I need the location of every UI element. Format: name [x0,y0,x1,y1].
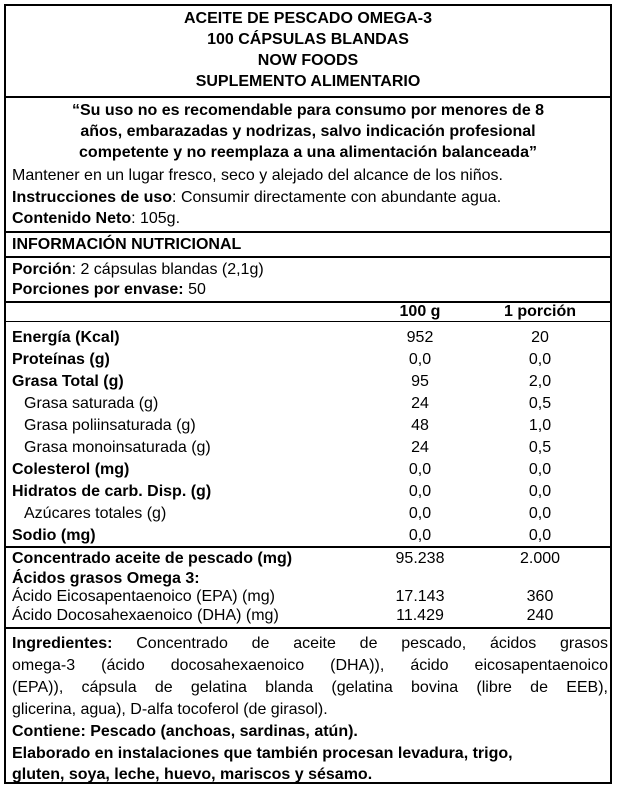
nutrient-name: Azúcares totales (g) [24,505,167,522]
column-header-100g: 100 g [399,303,441,320]
nutrient-value-serving: 0,0 [528,483,552,500]
ingredients-label: Ingredientes: [12,635,113,652]
nutrient-value-serving: 0,0 [528,527,552,544]
nutrient-value-100g: 24 [411,439,429,456]
ingredients-section [6,629,610,782]
brand-name: NOW FOODS [257,52,359,69]
concentrate-name: Concentrado aceite de pescado (mg) [12,550,293,567]
nutrient-value-100g: 0,0 [408,527,432,544]
nutrient-rows-section [6,322,610,548]
dha-value-100g: 11.429 [396,607,444,624]
omega-title: Ácidos grasos Omega 3: [12,570,200,587]
nutrient-value-serving: 0,5 [528,395,552,412]
storage-instructions: Mantener en un lugar fresco, seco y alejado del alcance de los niños. [12,167,503,184]
nutrient-value-serving: 0,0 [528,351,552,368]
nutrient-row [6,327,610,348]
usage-text: : Consumir directamente con abundante agua. [172,189,502,206]
column-header-serving: 1 porción [503,303,576,320]
nutrient-value-100g: 0,0 [408,483,432,500]
nutrient-name: Colesterol (mg) [12,461,130,478]
nutrient-row [6,525,610,546]
nutrient-value-100g: 952 [406,329,434,346]
nutrient-value-100g: 0,0 [408,505,432,522]
net-content [12,209,608,229]
nutrient-name: Proteínas (g) [12,351,110,368]
nutrient-value-100g: 95 [411,373,429,390]
nutrient-row [6,393,610,414]
nutrient-row [6,415,610,436]
product-name: ACEITE DE PESCADO OMEGA-3 [183,10,433,27]
dha-value-serving: 240 [526,607,554,624]
fish-oil-section [6,548,610,629]
warning-line-2: años, embarazadas y nodrizas, salvo indicación profesional [80,123,536,140]
nutrient-name: Grasa saturada (g) [24,395,159,412]
nutrient-value-100g: 0,0 [408,351,432,368]
serving-text: : 2 cápsulas blandas (2,1g) [71,261,264,278]
nutrition-title: INFORMACIÓN NUTRICIONAL [12,236,242,253]
ingredients-line-4: glicerina, agua), D-alfa tocoferol (de girasol). [12,701,328,718]
concentrate-value-serving: 2.000 [519,550,561,567]
servings-label: Porciones por envase: [12,281,184,298]
concentrate-row [6,548,610,569]
epa-row [6,586,610,607]
nutrient-value-serving: 0,5 [528,439,552,456]
net-text: : 105g. [131,210,181,227]
nutrient-value-serving: 1,0 [528,417,552,434]
concentrate-value-100g: 95.238 [395,550,445,567]
warning-section [6,98,610,233]
nutrient-row [6,459,610,480]
net-label: Contenido Neto [12,210,132,227]
facility-line-1: Elaborado en instalaciones que también procesan levadura, trigo, [12,745,513,762]
nutrient-name: Grasa monoinsaturada (g) [24,439,211,456]
warning-line-1: “Su uso no es recomendable para consumo por menores de 8 [71,102,545,119]
product-format: 100 CÁPSULAS BLANDAS [207,31,409,48]
usage-instructions [12,188,608,208]
column-header-row [6,301,610,322]
nutrient-row [6,481,610,502]
nutrient-name: Hidratos de carb. Disp. (g) [12,483,212,500]
nutrition-title-section [6,233,610,258]
ingredients-line-1 [12,634,608,654]
nutrient-row [6,437,610,458]
epa-value-100g: 17.143 [395,588,445,605]
ingredients-line-3: (EPA)), cápsula de gelatina blanda (gelatina bovina (libre de EEB), [12,679,608,696]
column-header-section [6,303,610,322]
serving-size [12,260,608,280]
epa-name: Ácido Eicosapentaenoico (EPA) (mg) [12,588,275,605]
servings-text: 50 [183,281,206,298]
nutrient-value-serving: 20 [531,329,549,346]
nutrient-value-serving: 0,0 [528,505,552,522]
dha-name: Ácido Docosahexaenoico (DHA) (mg) [12,607,279,624]
ingredients-text-1: Concentrado de aceite de pescado, ácidos grasos [112,635,608,652]
nutrient-value-100g: 24 [411,395,429,412]
warning-line-3: competente y no reemplaza a una alimentación balanceada” [79,144,537,161]
servings-per-container [12,280,608,300]
nutrient-value-serving: 2,0 [528,373,552,390]
product-category: SUPLEMENTO ALIMENTARIO [195,73,421,90]
nutrient-row [6,371,610,392]
epa-value-serving: 360 [526,588,554,605]
nutrient-name: Sodio (mg) [12,527,96,544]
usage-label: Instrucciones de uso [12,189,173,206]
ingredients-line-2: omega-3 (ácido docosahexaenoico (DHA)), ácido eicosapentaenoico [12,657,608,674]
serving-label: Porción [12,261,72,278]
nutrient-name: Grasa poliinsaturada (g) [24,417,196,434]
nutrient-row [6,349,610,370]
nutrient-row [6,503,610,524]
nutrient-value-100g: 48 [411,417,429,434]
nutrient-value-100g: 0,0 [408,461,432,478]
facility-line-2: gluten, soya, leche, huevo, mariscos y sésamo. [12,766,373,783]
dha-row [6,605,610,626]
allergen-contains: Contiene: Pescado (anchoas, sardinas, atún). [12,723,358,740]
nutrient-name: Grasa Total (g) [12,373,124,390]
nutrition-label [4,4,612,784]
serving-section [6,258,610,303]
nutrient-name: Energía (Kcal) [12,329,120,346]
product-header [6,6,610,98]
nutrient-value-serving: 0,0 [528,461,552,478]
